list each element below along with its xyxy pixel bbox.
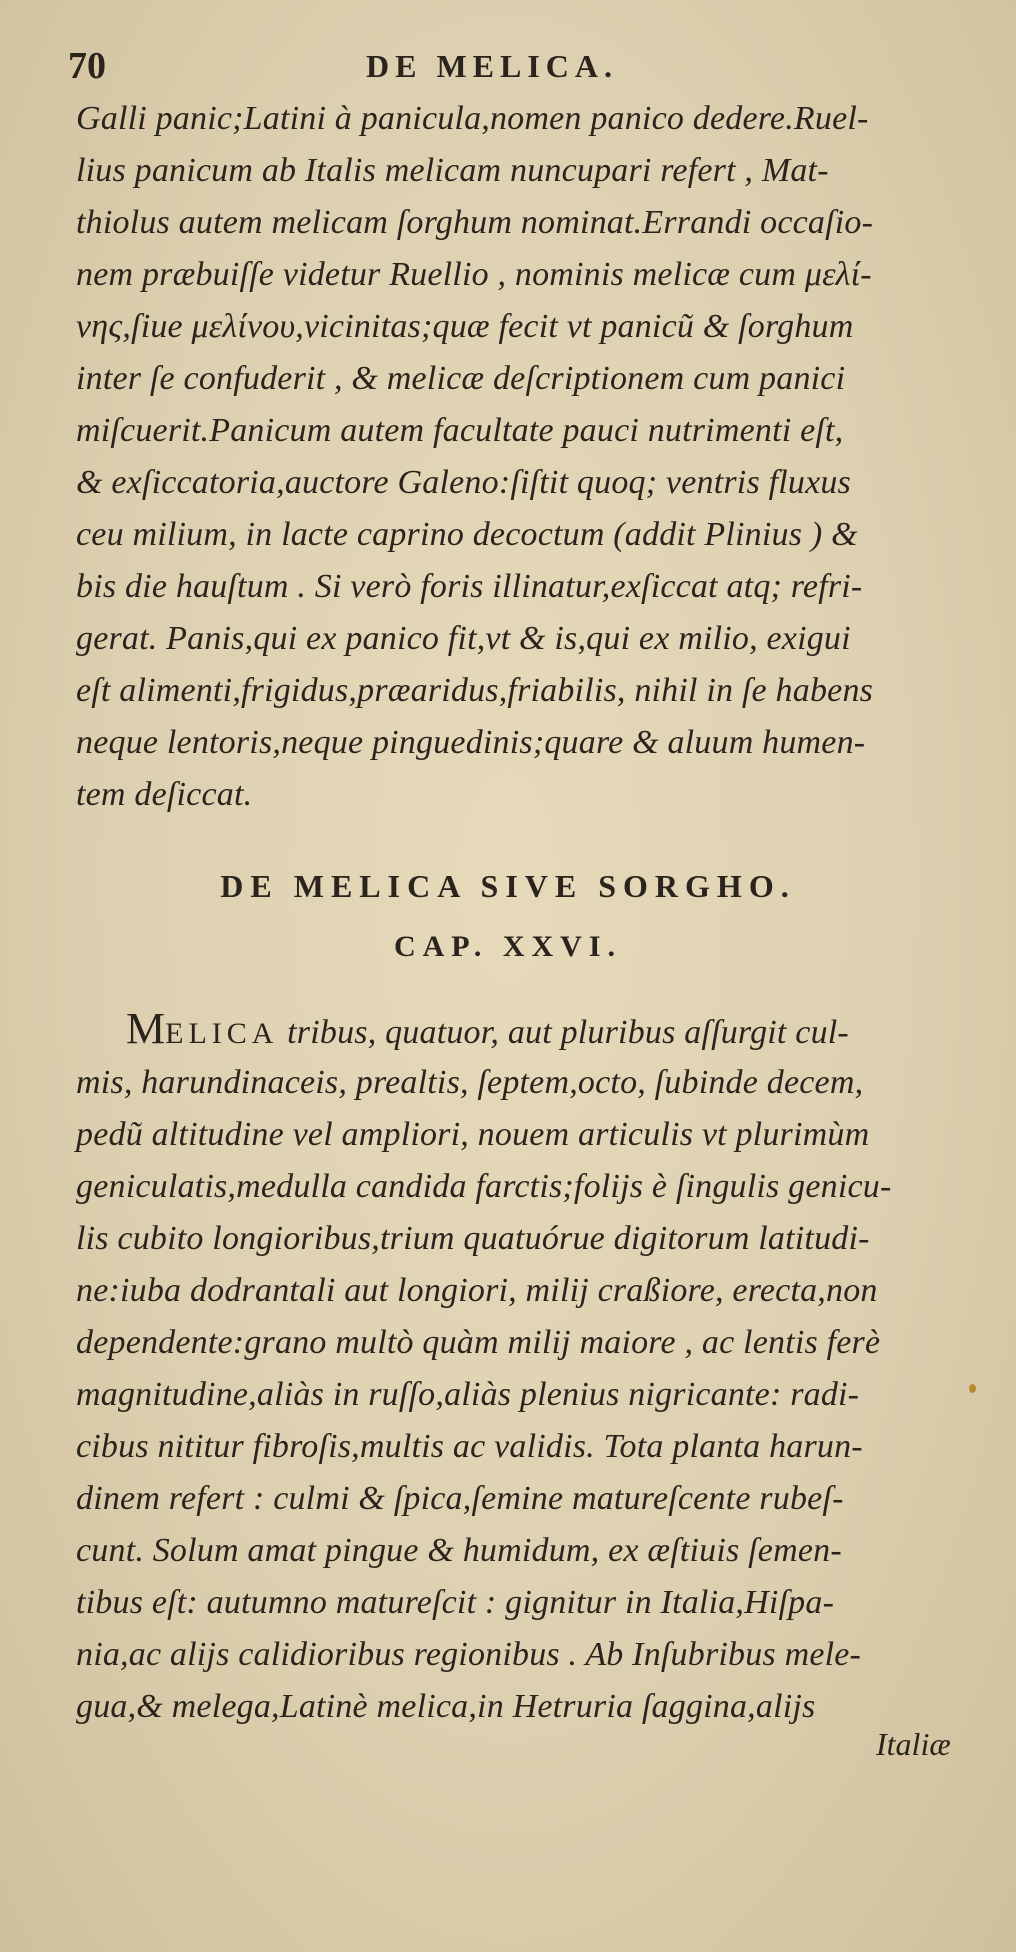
text-line: ceu milium, in lacte caprino decoctum (addit Plinius ) & [76,516,858,553]
first-line [126,1004,1016,1055]
ink-stain [969,1384,976,1393]
text-line: geniculatis,medulla candida farctis;folijs è ſingulis genicu- [76,1168,892,1205]
text-line: neque lentoris,neque pinguedinis;quare & aluum humen- [76,724,866,761]
text-line: lius panicum ab Italis melicam nuncupari refert , Mat- [76,152,829,189]
text-line: Galli panic;Latini à panicula,nomen panico dedere.Ruel- [76,100,869,137]
text-line: thiolus autem melicam ſorghum nominat.Errandi occaſio- [76,204,874,241]
text-line: lis cubito longioribus,trium quatuórue digitorum latitudi- [76,1220,870,1257]
text-line: magnitudine,aliàs in ruſſo,aliàs plenius nigricante: radi- [76,1376,860,1413]
text-line: nem præbuiſſe videtur Ruellio , nominis melicæ cum μελί- [76,256,872,293]
small-caps-word: ELICA [165,1017,279,1050]
text-line: dinem refert : culmi & ſpica,ſemine matureſcente rubeſ- [76,1480,844,1517]
first-line-text: tribus, quatuor, aut pluribus aſſurgit cul- [278,1014,849,1051]
text-line: cibus nititur fibroſis,multis ac validis. Tota planta harun- [76,1428,863,1465]
catchword: Italiæ [876,1726,951,1762]
text-line: inter ſe confuderit , & melicæ deſcriptionem cum panici [76,360,846,397]
text-line: tibus eſt: autumno matureſcit : gignitur in Italia,Hiſpa- [76,1584,835,1621]
text-line: gua,& melega,Latinè melica,in Hetruria ſaggina,alijs [76,1688,816,1725]
text-line: pedũ altitudine vel ampliori, nouem articulis vt plurimùm [76,1116,870,1153]
running-title: DE MELICA. [366,48,619,84]
text-line: gerat. Panis,qui ex panico fit,vt & is,qui ex milio, exigui [76,620,851,657]
text-line: eſt alimenti,frigidus,præaridus,friabilis, nihil in ſe habens [76,672,874,709]
text-line: mis, harundinaceis, prealtis, ſeptem,octo, ſubinde decem, [76,1064,864,1101]
text-line: bis die hauſtum . Si verò foris illinatur,exſiccat atq; refri- [76,568,863,605]
text-line: νης,ſiue μελίνου,vicinitas;quæ fecit vt panicũ & ſorghum [76,308,854,345]
text-line: dependente:grano multò quàm milij maiore , ac lentis ferè [76,1324,881,1361]
page-number: 70 [68,45,106,87]
text-line: cunt. Solum amat pingue & humidum, ex æſtiuis ſemen- [76,1532,842,1569]
chapter-title: DE MELICA SIVE SORGHO. [220,868,796,904]
text-line: ne:iuba dodrantali aut longiori, milij craßiore, erecta,non [76,1272,878,1309]
text-line: nia,ac alijs calidioribus regionibus . Ab Inſubribus mele- [76,1636,862,1673]
chapter-number: CAP. XXVI. [393,930,623,963]
text-line: & exſiccatoria,auctore Galeno:ſiſtit quoq; ventris fluxus [76,464,851,501]
initial-letter: M [126,1004,166,1053]
text-line: miſcuerit.Panicum autem facultate pauci nutrimenti eſt, [76,412,844,449]
text-line: tem deſiccat. [76,776,253,813]
